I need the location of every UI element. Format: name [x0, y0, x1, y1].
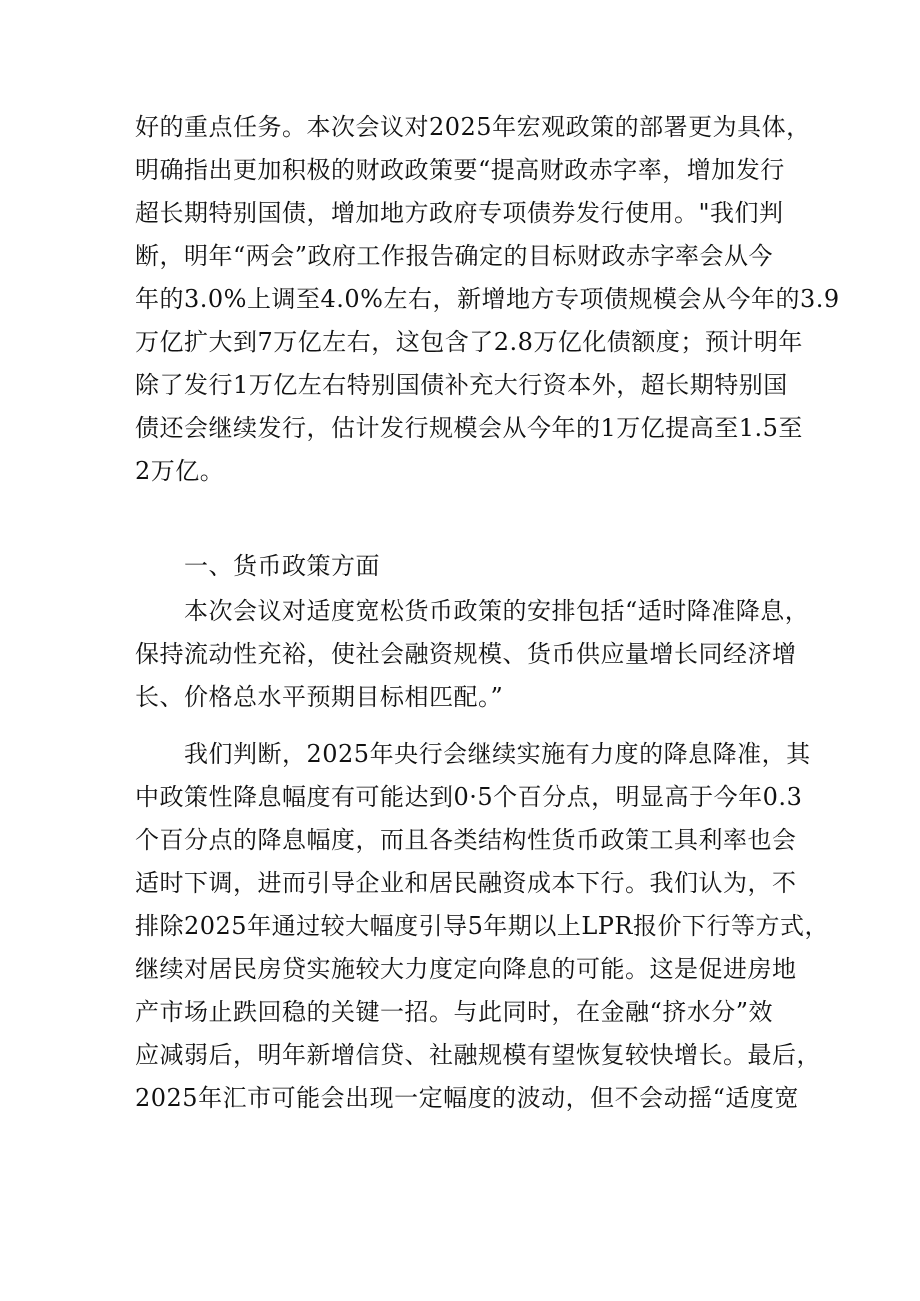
paragraph-3-line-9: 2025年汇市可能会出现一定幅度的波动，但不会动摇“适度宽 [135, 1084, 799, 1112]
document-body [135, 107, 840, 1207]
section-heading: 一、货币政策方面 [184, 552, 380, 580]
paragraph-3-line-1: 我们判断，2025年央行会继续实施有力度的降息降准，其 [184, 740, 811, 768]
paragraph-3-line-4: 适时下调，进而引导企业和居民融资成本下行。我们认为，不 [135, 869, 797, 897]
paragraph-2-line-1: 本次会议对适度宽松货币政策的安排包括“适时降准降息， [184, 597, 810, 625]
paragraph-3-line-7: 产市场止跌回稳的关键一招。与此同时，在金融“挤水分”效 [135, 998, 774, 1026]
paragraph-1-line-5: 年的3.0%上调至4.0%左右，新增地方专项债规模会从今年的3.9 [135, 285, 840, 313]
paragraph-3-line-8: 应减弱后，明年新增信贷、社融规模有望恢复较快增长。最后， [135, 1041, 821, 1069]
paragraph-3-line-3: 个百分点的降息幅度，而且各类结构性货币政策工具利率也会 [135, 826, 797, 854]
paragraph-1-line-6: 万亿扩大到7万亿左右，这包含了2.8万亿化债额度；预计明年 [135, 328, 803, 356]
paragraph-2-line-2: 保持流动性充裕，使社会融资规模、货币供应量增长同经济增 [135, 640, 797, 668]
paragraph-3-line-2: 中政策性降息幅度有可能达到0·5个百分点，明显高于今年0.3 [135, 783, 803, 811]
paragraph-1-line-9: 2万亿。 [135, 457, 225, 485]
paragraph-1-line-3: 超长期特别国债，增加地方政府专项债券发行使用。"我们判 [135, 199, 784, 227]
paragraph-2-line-3: 长、价格总水平预期目标相匹配。” [135, 683, 504, 711]
paragraph-1-line-7: 除了发行1万亿左右特别国债补充大行资本外，超长期特别国 [135, 371, 788, 399]
paragraph-1-line-4: 断，明年“两会”政府工作报告确定的目标财政赤字率会从今 [135, 242, 774, 270]
paragraph-1-line-1: 好的重点任务。本次会议对2025年宏观政策的部署更为具体， [135, 113, 811, 141]
paragraph-1-line-8: 债还会继续发行，估计发行规模会从今年的1万亿提高至1.5至 [135, 414, 803, 442]
paragraph-1-line-2: 明确指出更加积极的财政政策要“提高财政赤字率，增加发行 [135, 156, 785, 184]
paragraph-3-line-5: 排除2025年通过较大幅度引导5年期以上LPR报价下行等方式， [135, 912, 830, 940]
paragraph-3-line-6: 继续对居民房贷实施较大力度定向降息的可能。这是促进房地 [135, 955, 797, 983]
